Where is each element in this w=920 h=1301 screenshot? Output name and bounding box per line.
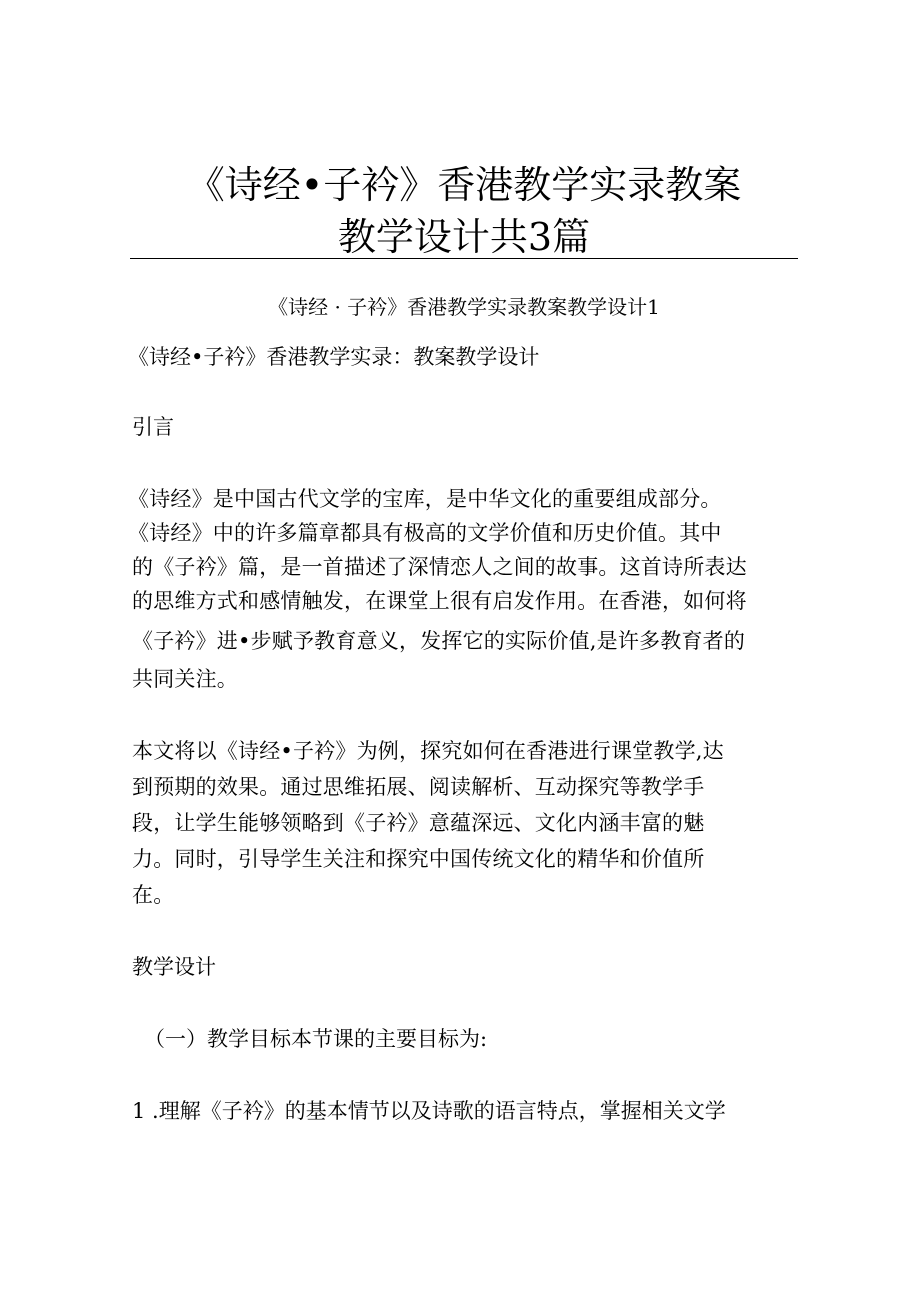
paragraph-1-line-6: 共同关注。 bbox=[132, 667, 238, 691]
article-subtitle: 《诗经 · 子衿》香港教学实录教案教学设计1 bbox=[268, 295, 660, 319]
paragraph-2-line-5: 在。 bbox=[132, 883, 175, 907]
paragraph-1-line-1: 《诗经》是中国古代文学的宝库，是中华文化的重要组成部分。 bbox=[128, 487, 722, 511]
objective-item-1: 1 .理解《子衿》的基本情节以及诗歌的语言特点，掌握相关文学 bbox=[132, 1099, 726, 1123]
document-title-line-1: 《诗经•子衿》香港教学实录教案 bbox=[186, 163, 742, 207]
paragraph-2-line-4: 力。同时，引导学生关注和探究中国传统文化的精华和价值所 bbox=[132, 847, 705, 871]
paragraph-1-line-3: 的《子衿》篇，是一首描述了深情恋人之间的故事。这首诗所表达 bbox=[132, 555, 747, 579]
paragraph-1-line-5: 《子衿》进•步赋予教育意义，发挥它的实际价值,是许多教育者的 bbox=[132, 629, 746, 653]
paragraph-1-line-4: 的思维方式和感情触发，在课堂上很有启发作用。在香港，如何将 bbox=[132, 589, 747, 613]
section-title: 《诗经•子衿》香港教学实录：教案教学设计 bbox=[128, 345, 540, 369]
intro-heading: 引言 bbox=[132, 415, 174, 439]
document-title-line-2: 教学设计共3篇 bbox=[337, 215, 591, 259]
paragraph-1-line-2: 《诗经》中的许多篇章都具有极高的文学价值和历史价值。其中 bbox=[128, 521, 722, 545]
teaching-design-heading: 教学设计 bbox=[132, 955, 216, 979]
objective-heading: （一）教学目标本节课的主要目标为: bbox=[144, 1027, 488, 1051]
paragraph-2-line-3: 段，让学生能够领略到《子衿》意蕴深远、文化内涵丰富的魅 bbox=[132, 811, 705, 835]
paragraph-2-line-2: 到预期的效果。通过思维拓展、阅读解析、互动探究等教学手 bbox=[132, 775, 705, 799]
title-divider bbox=[130, 258, 798, 259]
paragraph-2-line-1: 本文将以《诗经•子衿》为例，探究如何在香港进行课堂教学,达 bbox=[132, 739, 724, 763]
